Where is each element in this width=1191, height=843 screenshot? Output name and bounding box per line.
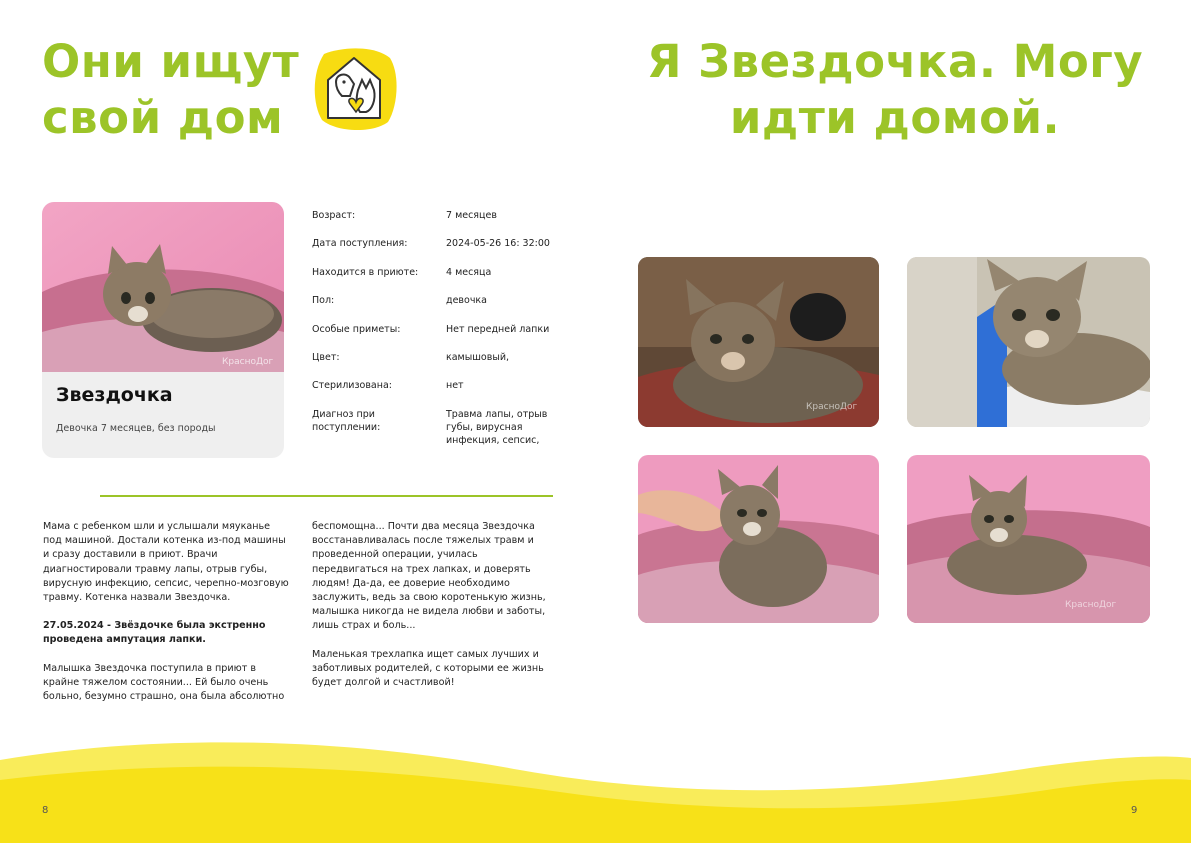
info-value-arrival-date: 2024-05-26 16: 32:00 bbox=[446, 238, 550, 249]
info-label-age: Возраст: bbox=[312, 210, 356, 221]
gallery-photo-3 bbox=[638, 455, 879, 623]
info-value-color: камышовый, bbox=[446, 352, 510, 363]
shelter-house-logo-icon bbox=[310, 44, 398, 132]
pet-card bbox=[42, 202, 284, 458]
pet-name: Звездочка bbox=[56, 384, 173, 406]
story-paragraph-1: Мама с ребенком шли и услышали мяуканье под машиной. Достали котенка из-под машины и сразу доставили в приют. Врачи диагностировали травму лапы, отрыв губы, вирусную инфекцию, сепсис, черепно-мозговую травму. Котенка назвали Звездочка. bbox=[43, 521, 289, 604]
story-paragraph-3: Малышка Звездочка поступила в приют в крайне тяжелом состоянии... Ей было очень больно, безумно страшно, она была абсолютно bbox=[43, 662, 285, 703]
photo-watermark: КрасноДог bbox=[222, 357, 274, 367]
right-title-line1: Я Звездочка. Могу bbox=[646, 35, 1144, 88]
story-column-2 bbox=[312, 520, 556, 704]
story-paragraph-5: Маленькая трехлапка ищет самых лучших и заботливых родителей, с которыми ее жизнь будет долгой и счастливой! bbox=[312, 648, 544, 689]
info-label-arrival-date: Дата поступления: bbox=[312, 238, 408, 249]
yellow-wave-background bbox=[0, 730, 1191, 843]
info-value-age: 7 месяцев bbox=[446, 210, 497, 221]
gallery-photo-2 bbox=[907, 257, 1150, 427]
info-label-sterilized: Стерилизована: bbox=[312, 380, 392, 391]
gallery-photo-1 bbox=[638, 257, 879, 427]
gallery-photo-4 bbox=[907, 455, 1150, 623]
story-paragraph-4: беспомощна... Почти два месяца Звездочка восстанавливалась после тяжелых травм и проведенной операции, училась передвигаться на трех лапках, и доверять людям! Да-да, ее доверие необходимо заслужить, ведь за свою коротенькую жизнь, малышка никогда не видела любви и заботы, лишь страх и боль... bbox=[312, 521, 546, 632]
photo-watermark: КрасноДог bbox=[1065, 600, 1117, 610]
right-title-line2: идти домой. bbox=[729, 91, 1061, 144]
info-label-time-in-shelter: Находится в приюте: bbox=[312, 267, 419, 278]
info-label-special-marks: Особые приметы: bbox=[312, 324, 401, 335]
info-value-diagnosis: Травма лапы, отрыв губы, вирусная инфекция, сепсис, bbox=[446, 409, 548, 446]
section-divider bbox=[100, 495, 553, 497]
right-page-number: 9 bbox=[1131, 805, 1138, 816]
pet-subtitle: Девочка 7 месяцев, без породы bbox=[56, 423, 216, 434]
photo-watermark: КрасноДог bbox=[806, 402, 858, 412]
info-value-sterilized: нет bbox=[446, 380, 464, 391]
info-label-color: Цвет: bbox=[312, 352, 340, 363]
left-page-title bbox=[42, 34, 312, 146]
story-column-1 bbox=[43, 520, 291, 718]
info-value-time-in-shelter: 4 месяца bbox=[446, 267, 492, 278]
kitten-photo bbox=[42, 202, 284, 372]
info-label-sex: Пол: bbox=[312, 295, 335, 306]
left-title-line1: Они ищут bbox=[42, 35, 300, 88]
info-label-diagnosis: Диагноз при поступлении: bbox=[312, 409, 381, 433]
left-title-line2: свой дом bbox=[42, 91, 284, 144]
info-value-sex: девочка bbox=[446, 295, 487, 306]
info-value-special-marks: Нет передней лапки bbox=[446, 324, 550, 335]
left-page-number: 8 bbox=[42, 805, 49, 816]
story-amputation-note: 27.05.2024 - Звёздочке была экстренно проведена ампутация лапки. bbox=[43, 620, 266, 646]
right-page-title bbox=[600, 34, 1190, 146]
